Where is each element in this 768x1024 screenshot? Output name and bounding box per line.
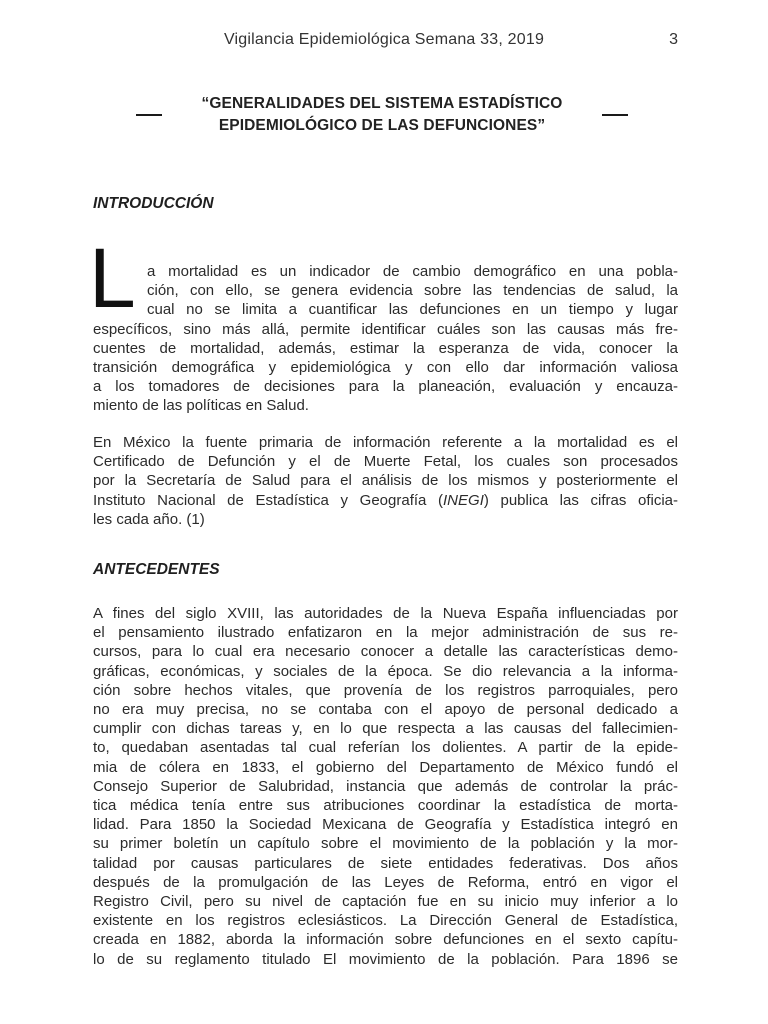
antecedentes-line: tica médica tenía entre sus atribuciones coordinar la estadística de morta- bbox=[93, 797, 678, 815]
intro-p1-line: ción, con ello, se genera evidencia sobre las tendencias de salud, la bbox=[147, 282, 678, 300]
antecedentes-line: existente en los registros eclesiásticos. La Dirección General de Estadística, bbox=[93, 912, 678, 930]
intro-paragraph-1 bbox=[93, 262, 678, 416]
page-number: 3 bbox=[669, 31, 678, 48]
heading-introduccion: INTRODUCCIÓN bbox=[93, 195, 214, 212]
title-rule-right bbox=[602, 114, 628, 116]
intro-paragraph-2 bbox=[93, 433, 678, 529]
title-line-1: “GENERALIDADES DEL SISTEMA ESTADÍSTICO bbox=[201, 95, 563, 112]
title-rule-left bbox=[136, 114, 162, 116]
title-block bbox=[0, 93, 768, 139]
antecedentes-line: Registro Civil, pero su nivel de captación fue en su inicio muy inferior a lo bbox=[93, 893, 678, 911]
document-title bbox=[170, 93, 594, 137]
antecedentes-line: to, quedaban asentadas tal cual referían los dolientes. A partir de la epide- bbox=[93, 739, 678, 757]
intro-p2-line: les cada año. (1) bbox=[93, 510, 205, 528]
title-line-2: EPIDEMIOLÓGICO DE LAS DEFUNCIONES” bbox=[218, 117, 546, 134]
antecedentes-line: cumplir con dichas tareas y, en lo que respecta a las causas del fallecimien- bbox=[93, 720, 678, 738]
intro-p1-line: transición demográfica y epidemiológica y con ello dar información valiosa bbox=[93, 359, 678, 377]
intro-p1-line: cual no se limita a cuantificar las defunciones en un tiempo y lugar bbox=[147, 301, 678, 319]
antecedentes-line: su primer boletín un capítulo sobre el movimiento de la población y la mor- bbox=[93, 835, 678, 853]
heading-antecedentes: ANTECEDENTES bbox=[93, 561, 220, 578]
antecedentes-line: mia de cólera en 1833, el gobierno del Departamento de México fundó el bbox=[93, 758, 678, 776]
antecedentes-line: cursos, para lo cual era necesario conocer a detalle las características demo- bbox=[93, 643, 678, 661]
antecedentes-line: creada en 1882, aborda la información sobre defunciones en el sexto capítu- bbox=[93, 931, 678, 949]
antecedentes-line: el pensamiento ilustrado enfatizaron en la mejor administración de sus re- bbox=[93, 624, 678, 642]
running-header bbox=[0, 29, 768, 51]
running-title: Vigilancia Epidemiológica Semana 33, 2019 bbox=[223, 31, 545, 48]
intro-p1-line: a mortalidad es un indicador de cambio demográfico en una pobla- bbox=[147, 263, 678, 280]
intro-p2-line: Certificado de Defunción y el de Muerte Fetal, los cuales son procesados bbox=[93, 453, 678, 471]
antecedentes-line: lo de su reglamento titulado El movimiento de la población. Para 1896 se bbox=[93, 950, 678, 968]
intro-p1-line: cuentes de mortalidad, además, estimar la esperanza de vida, conocer la bbox=[93, 339, 678, 357]
intro-p1-line: miento de las políticas en Salud. bbox=[93, 397, 309, 415]
intro-p2-line-inegi bbox=[93, 491, 678, 510]
antecedentes-paragraph bbox=[93, 604, 678, 969]
antecedentes-line: A fines del siglo XVIII, las autoridades de la Nueva España influenciadas por bbox=[93, 605, 678, 622]
antecedentes-line: después de la promulgación de las Leyes de Reforma, entró en vigor el bbox=[93, 873, 678, 891]
antecedentes-line: gráficas, económicas, y sociales de la época. Se dio relevancia a la informa- bbox=[93, 662, 678, 680]
intro-p2-line: En México la fuente primaria de información referente a la mortalidad es el bbox=[93, 434, 678, 451]
intro-p1-line: a los tomadores de decisiones para la planeación, evaluación y encauza- bbox=[93, 378, 678, 396]
intro-p2-line: por la Secretaría de Salud para el análisis de los mismos y posteriormente el bbox=[93, 472, 678, 490]
antecedentes-line: talidad por causas particulares de siete entidades federativas. Dos años bbox=[93, 854, 678, 872]
antecedentes-line: ción sobre hechos vitales, que provenía de los registros parroquiales, pero bbox=[93, 681, 678, 699]
inegi-suffix: ) publica las cifras oficia- bbox=[483, 491, 678, 509]
antecedentes-line: no era muy precisa, no se contaba con el apoyo de personal dedicado a bbox=[93, 701, 678, 719]
intro-p1-line: específicos, sino más allá, permite identificar cuáles son las causas más fre- bbox=[93, 320, 678, 338]
antecedentes-line: Consejo Superior de Salubridad, instancia que además de controlar la prác- bbox=[93, 777, 678, 795]
inegi-acronym: INEGI bbox=[443, 491, 484, 509]
antecedentes-line: lidad. Para 1850 la Sociedad Mexicana de Geografía y Estadística integró en bbox=[93, 816, 678, 834]
drop-cap: L bbox=[89, 231, 136, 325]
inegi-prefix: Instituto Nacional de Estadística y Geografía ( bbox=[93, 491, 444, 509]
